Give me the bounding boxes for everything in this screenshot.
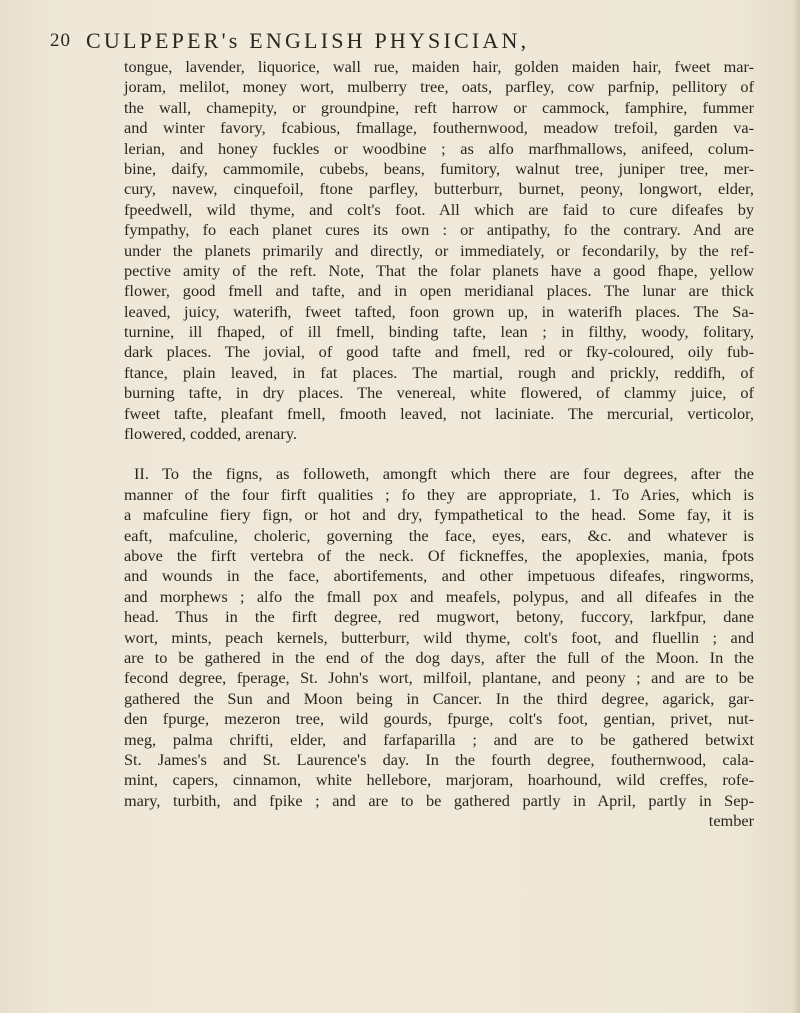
text-line: leaved, juicy, waterifh, fweet tafted, foon grown up, in waterifh places. The Sa- (124, 301, 754, 321)
text-line: pective amity of the reft. Note, That the folar planets have a good fhape, yellow (124, 260, 754, 280)
text-line: turnine, ill fhaped, of ill fmell, binding tafte, lean ; in filthy, woody, folitary, (124, 322, 754, 342)
catchword: tember (708, 811, 754, 831)
text-line: bine, daify, cammomile, cubebs, beans, fumitory, walnut tree, juniper tree, mer- (124, 158, 754, 178)
text-line: cury, navew, cinquefoil, ftone parfley, butterburr, burnet, peony, longwort, elder, (124, 179, 754, 199)
text-line: flowered, codded, arenary. (124, 424, 297, 444)
text-line: burning tafte, in dry places. The venereal, white flowered, of clammy juice, of (124, 383, 754, 403)
text-line: and wounds in the face, abortifements, and other impetuous difeafes, ringworms, (124, 566, 754, 586)
running-head: CULPEPER's ENGLISH PHYSICIAN, (86, 28, 530, 53)
text-line: fweet tafte, pleafant fmell, fmooth leaved, not laciniate. The mercurial, verticolor, (124, 403, 754, 423)
text-line: dark places. The jovial, of good tafte and fmell, red or fky-coloured, oily fub- (124, 342, 754, 362)
text-line: flower, good fmell and tafte, and in open meridianal places. The lunar are thick (124, 281, 754, 301)
text-line: above the firft vertebra of the neck. Of fickneffes, the apoplexies, mania, fpots (124, 545, 754, 565)
text-line: lerian, and honey fuckles or woodbine ; as alfo marfhmallows, anifeed, colum- (124, 138, 754, 158)
text-line: fecond degree, fperage, St. John's wort, milfoil, plantane, and peony ; and are to be (124, 668, 754, 688)
paragraph-1 (124, 57, 754, 444)
body-text (124, 57, 754, 831)
text-line: tongue, lavender, liquorice, wall rue, maiden hair, golden maiden hair, fweet mar- (124, 57, 754, 76)
text-line: St. James's and St. Laurence's day. In the fourth degree, fouthernwood, cala- (124, 749, 754, 769)
text-line: wort, mints, peach kernels, butterburr, wild thyme, colt's foot, and fluellin ; and (124, 627, 754, 647)
text-line: a mafculine fiery fign, or hot and dry, fympathetical to the head. Some fay, it is (124, 505, 754, 525)
page-header (50, 28, 750, 58)
text-line: eaft, mafculine, choleric, governing the face, eyes, ears, &c. and whatever is (124, 525, 754, 545)
text-line: fympathy, fo each planet cures its own : or antipathy, fo the contrary. And are (124, 220, 754, 240)
page-edge-shading (792, 0, 800, 1013)
text-line: are to be gathered in the end of the dog days, after the full of the Moon. In the (124, 647, 754, 667)
text-line: head. Thus in the firft degree, red mugwort, betony, fuccory, larkfpur, dane (124, 607, 754, 627)
paragraph-2 (124, 464, 754, 831)
page-number: 20 (50, 30, 71, 51)
text-line: mint, capers, cinnamon, white hellebore, marjoram, hoarhound, wild creffes, rofe- (124, 770, 754, 790)
text-line: under the planets primarily and directly, or immediately, or fecondarily, by the ref- (124, 240, 754, 260)
text-line: and winter favory, fcabious, fmallage, fouthernwood, meadow trefoil, garden va- (124, 118, 754, 138)
text-line: den fpurge, mezeron tree, wild gourds, fpurge, colt's foot, gentian, privet, nut- (124, 709, 754, 729)
text-line: the wall, chamepity, or groundpine, reft harrow or cammock, famphire, fummer (124, 97, 754, 117)
text-line: meg, palma chrifti, elder, and farfaparilla ; and are to be gathered betwixt (124, 729, 754, 749)
text-line: mary, turbith, and fpike ; and are to be gathered partly in April, partly in Sep- (124, 790, 754, 810)
text-line: manner of the four firft qualities ; fo they are appropriate, 1. To Aries, which is (124, 484, 754, 504)
text-line: II. To the figns, as followeth, amongft which there are four degrees, after the (134, 464, 754, 484)
text-line: fpeedwell, wild thyme, and colt's foot. All which are faid to cure difeafes by (124, 199, 754, 219)
text-line: joram, melilot, money wort, mulberry tree, oats, parfley, cow parfnip, pellitory of (124, 77, 754, 97)
text-line: ftance, plain leaved, in fat places. The martial, rough and prickly, reddifh, of (124, 362, 754, 382)
text-line: gathered the Sun and Moon being in Cancer. In the third degree, agarick, gar- (124, 688, 754, 708)
text-line: and morphews ; alfo the fmall pox and meafels, polypus, and all difeafes in the (124, 586, 754, 606)
paragraph-gap (124, 444, 754, 464)
